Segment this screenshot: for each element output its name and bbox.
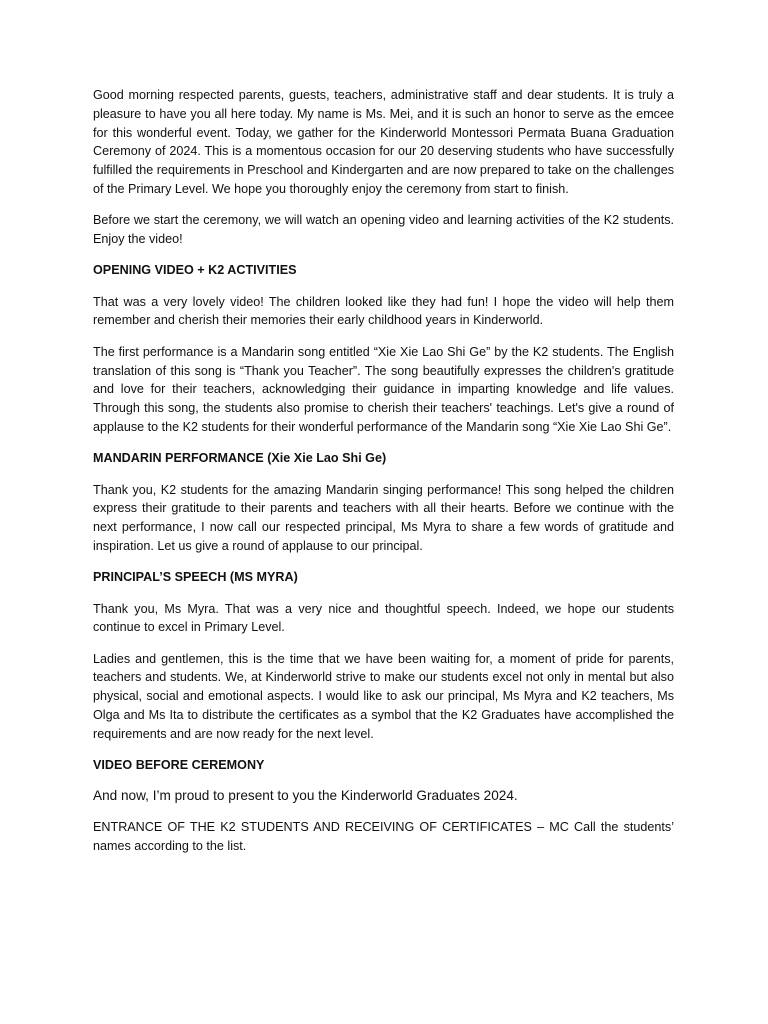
opening-intro-paragraph: Before we start the ceremony, we will watch an opening video and learning activities of the K2 students. Enjoy the video! [93,213,674,247]
document-page [93,86,674,868]
certificates-paragraph: Ladies and gentlemen, this is the time that we have been waiting for, a moment of pride for parents, teachers and students. We, at Kinderworld strive to make our students excel not only in mental but also physical, social and emotional aspects. I would like to ask our principal, Ms Myra and K2 teachers, Ms Olga and Ms Ita to distribute the certificates as a symbol that the K2 Graduates have accomplished the requirements and are now ready for the next level. [93,651,674,741]
entrance-paragraph: ENTRANCE OF THE K2 STUDENTS AND RECEIVING OF CERTIFICATES – MC Call the students’ names according to the list. [93,820,674,853]
opening-video-heading: OPENING VIDEO + K2 ACTIVITIES [93,263,297,278]
mandarin-intro-paragraph: The first performance is a Mandarin song entitled “Xie Xie Lao Shi Ge” by the K2 students. The English translation of this song is “Thank you Teacher”. The song beautifully expresses the children's gratitude and love for their teachers, acknowledging their guidance in imparting knowledge and life values. Through this song, the students also promise to cherish their teachers' teachings. Let's give a round of applause to the K2 students for their wonderful performance of the Mandarin song “Xie Xie Lao Shi Ge”. [93,344,674,434]
thanks-principal-paragraph: Thank you, Ms Myra. That was a very nice and thoughtful speech. Indeed, we hope our students continue to excel in Primary Level. [93,601,674,635]
graduates-announcement-paragraph: And now, I’m proud to present to you the Kinderworld Graduates 2024. [93,788,518,804]
video-remark-paragraph: That was a very lovely video! The children looked like they had fun! I hope the video will help them remember and cherish their memories their early childhood years in Kinderworld. [93,294,674,328]
principal-intro-paragraph: Thank you, K2 students for the amazing Mandarin singing performance! This song helped the children express their gratitude to their parents and teachers with all their hearts. Before we continue with the next performance, I now call our respected principal, Ms Myra to share a few words of gratitude and inspiration. Let us give a round of applause to our principal. [93,482,674,553]
mandarin-performance-heading: MANDARIN PERFORMANCE (Xie Xie Lao Shi Ge) [93,451,387,466]
principal-speech-heading: PRINCIPAL’S SPEECH (MS MYRA) [93,570,298,585]
video-before-ceremony-heading: VIDEO BEFORE CEREMONY [93,758,265,773]
welcome-paragraph: Good morning respected parents, guests, teachers, administrative staff and dear students. It is truly a pleasure to have you all here today. My name is Ms. Mei, and it is such an honor to serve as the emcee for this wonderful event. Today, we gather for the Kinderworld Montessori Permata Buana Graduation Ceremony of 2024. This is a momentous occasion for our 20 deserving students who have successfully fulfilled the requirements in Preschool and Kindergarten and are now prepared to take on the challenges of the Primary Level. We hope you thoroughly enjoy the ceremony from start to finish. [93,88,674,196]
